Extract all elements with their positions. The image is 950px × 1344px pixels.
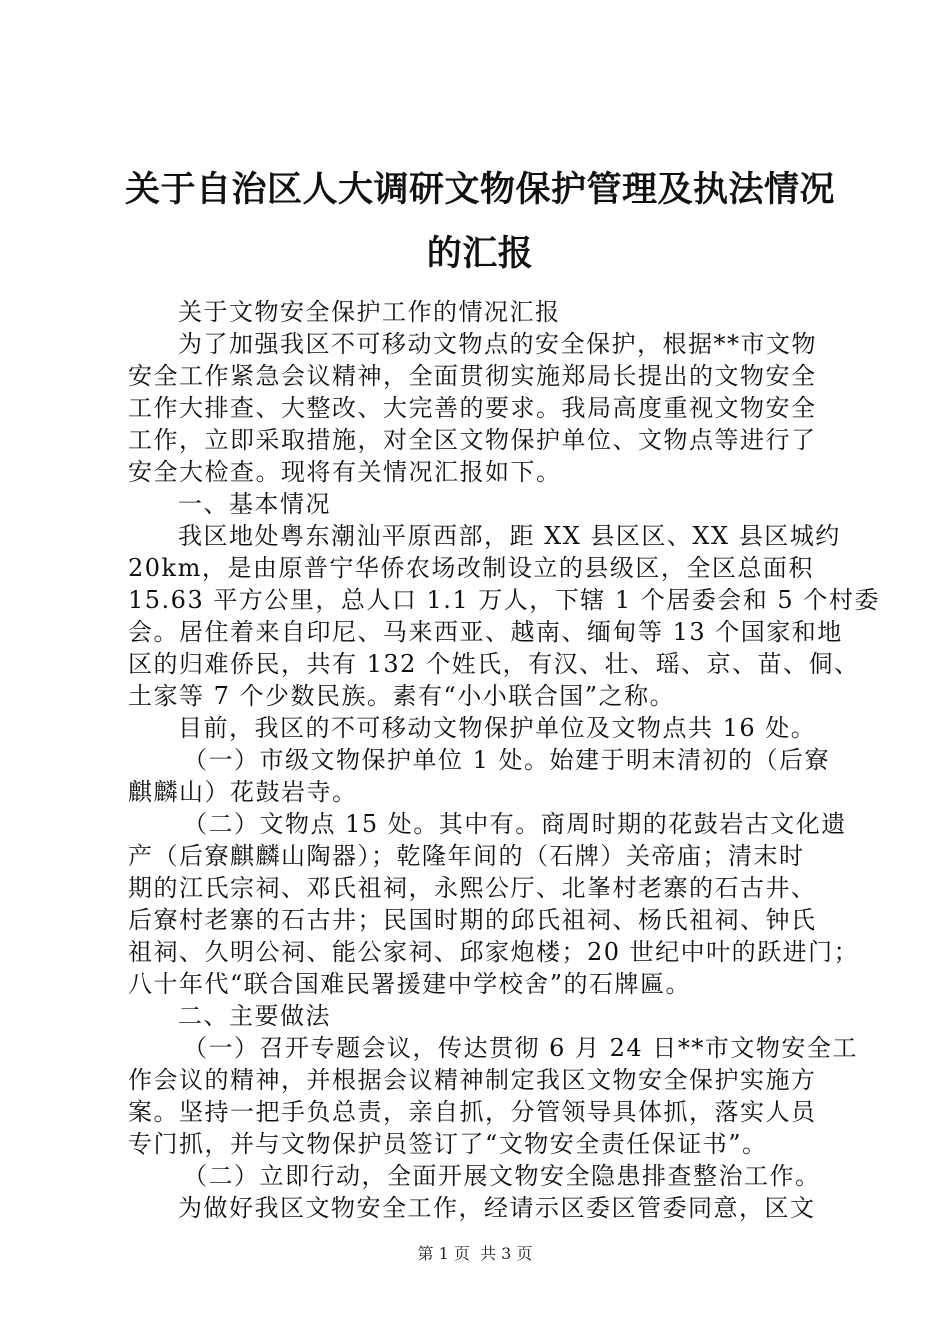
body-line: （一）召开专题会议，传达贯彻 6 月 24 日**市文物安全工 <box>183 1034 858 1062</box>
body-line: 为了加强我区不可移动文物点的安全保护，根据**市文物 <box>178 330 817 358</box>
body-line: 案。坚持一把手负总责，亲自抓，分管领导具体抓，落实人员 <box>128 1098 817 1126</box>
page-footer <box>0 1244 950 1264</box>
body-line: 二、主要做法 <box>178 1002 331 1030</box>
body-line: 会。居住着来自印尼、马来西亚、越南、缅甸等 13 个国家和地 <box>128 618 843 646</box>
body-line: （二）立即行动，全面开展文物安全隐患排查整治工作。 <box>183 1162 821 1190</box>
document-title <box>110 158 850 286</box>
body-line: 安全工作紧急会议精神，全面贯彻实施郑局长提出的文物安全 <box>128 362 817 390</box>
body-line: 产（后寮麒麟山陶器）；乾隆年间的（石牌）关帝庙；清末时 <box>128 842 805 870</box>
body-line: （二）文物点 15 处。其中有。商周时期的花鼓岩古文化遗 <box>183 810 847 838</box>
body-line: 区的归难侨民，共有 132 个姓氏，有汉、壮、瑶、京、苗、侗、 <box>128 650 860 678</box>
page-number: 第 1 页 共 3 页 <box>417 1244 533 1263</box>
body-line: 20km，是由原普宁华侨农场改制设立的县级区，全区总面积 <box>128 554 814 582</box>
body-line: 关于文物安全保护工作的情况汇报 <box>178 298 561 326</box>
body-line: 我区地处粤东潮汕平原西部，距 XX 县区区、XX 县区城约 <box>178 522 841 550</box>
body-line: 工作，立即采取措施，对全区文物保护单位、文物点等进行了 <box>128 426 817 454</box>
body-line: 期的江氏宗祠、邓氏祖祠，永熙公厅、北峯村老寨的石古井、 <box>128 874 817 902</box>
body-line: 作会议的精神，并根据会议精神制定我区文物安全保护实施方 <box>128 1066 817 1094</box>
body-line: 一、基本情况 <box>178 490 331 518</box>
body-line: 祖祠、久明公祠、能公家祠、邱家炮楼；20 世纪中叶的跃进门； <box>128 938 860 966</box>
title-line-2: 的汇报 <box>426 233 534 274</box>
body-line: 后寮村老寨的石古井；民国时期的邱氏祖祠、杨氏祖祠、钟氏 <box>128 906 817 934</box>
body-line: 麒麟山）花鼓岩寺。 <box>128 778 358 806</box>
document-body <box>128 296 880 1224</box>
body-line: （一）市级文物保护单位 1 处。始建于明末清初的（后寮 <box>183 746 831 774</box>
body-line: 15.63 平方公里，总人口 1.1 万人，下辖 1 个居委会和 5 个村委 <box>128 586 880 614</box>
body-line: 八十年代“联合国难民署援建中学校舍”的石牌匾。 <box>128 970 692 998</box>
body-line: 为做好我区文物安全工作，经请示区委区管委同意，区文 <box>178 1194 816 1222</box>
body-line: 目前，我区的不可移动文物保护单位及文物点共 16 处。 <box>178 714 817 742</box>
body-line: 专门抓，并与文物保护员签订了“文物安全责任保证书”。 <box>128 1130 768 1158</box>
title-line-1: 关于自治区人大调研文物保护管理及执法情况 <box>124 169 835 210</box>
body-line: 土家等 7 个少数民族。素有“小小联合国”之称。 <box>128 682 676 710</box>
body-line: 工作大排查、大整改、大完善的要求。我局高度重视文物安全 <box>128 394 817 422</box>
body-line: 安全大检查。现将有关情况汇报如下。 <box>128 458 562 486</box>
